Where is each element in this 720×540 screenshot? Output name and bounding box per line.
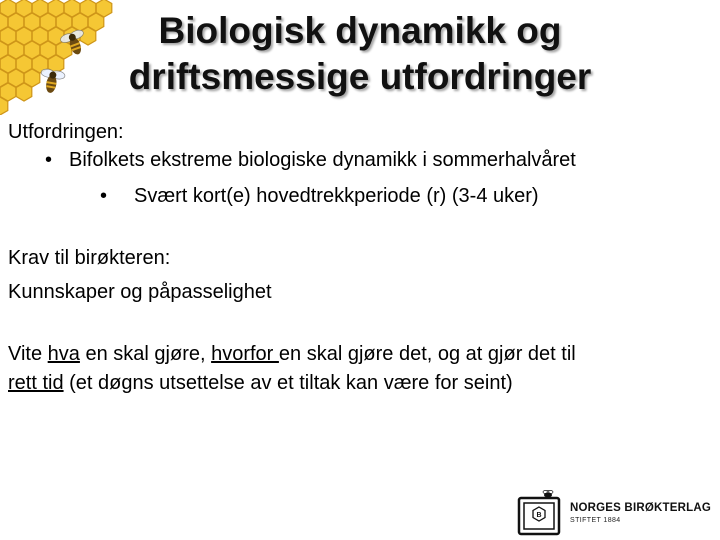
paragraph-line-1 — [8, 340, 576, 369]
paragraph-text: en skal gjøre det, og at gjør det til — [278, 343, 576, 365]
paragraph-text: en skal gjøre, — [79, 343, 212, 365]
underlined-hvorfor: hvorfor — [211, 343, 279, 365]
bullet-text-1: Bifolkets ekstreme biologiske dynamikk i sommerhalvåret — [69, 149, 576, 171]
underlined-rett-tid: rett tid — [8, 372, 64, 394]
svg-text:B: B — [536, 512, 542, 519]
bullet-text-2: Svært kort(e) hovedtrekkperiode (r) (3-4 uker) — [134, 185, 539, 207]
bullet-icon: • — [100, 185, 108, 207]
logo-subtitle: STIFTET 1884 — [570, 517, 621, 524]
paragraph-text: (et døgns utsettelse av et tiltak kan være for seint) — [63, 372, 513, 394]
bullet-icon: • — [45, 149, 53, 171]
paragraph-line-2 — [8, 369, 576, 398]
requirements-text: Kunnskaper og påpasselighet — [8, 281, 272, 303]
guidance-paragraph — [8, 340, 576, 398]
paragraph-text: Vite — [8, 343, 48, 365]
title-line-2: driftsmessige utfordringer — [128, 56, 592, 97]
bullet-item-1 — [45, 146, 576, 174]
title-line-1: Biologisk dynamikk og — [158, 10, 562, 51]
requirements-heading: Krav til birøkteren: — [8, 247, 171, 269]
bullet-item-2 — [100, 182, 539, 210]
underlined-hva: hva — [47, 343, 80, 365]
challenge-heading: Utfordringen: — [8, 121, 124, 143]
logo-name: NORGES BIRØKTERLAG — [570, 502, 711, 514]
slide-title — [60, 8, 660, 100]
